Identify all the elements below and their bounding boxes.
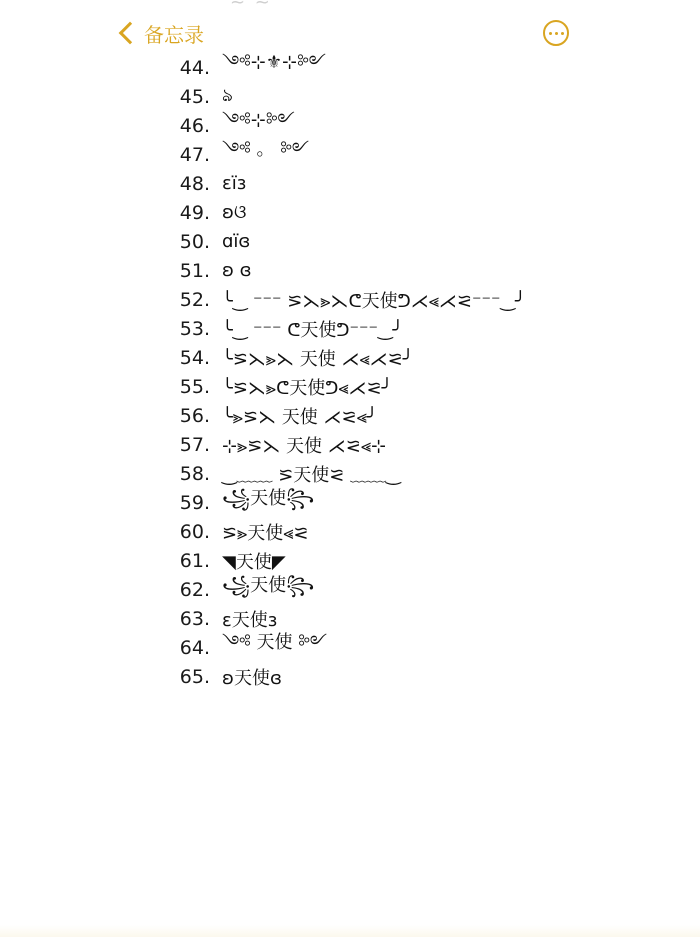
list-item [0,256,700,285]
item-text: ༺ 。 ༻ [222,138,310,160]
list-item [0,604,700,633]
list-item [0,285,700,314]
item-number: 61. [179,549,210,572]
list-item [0,314,700,343]
item-number: 62. [179,578,210,601]
more-circle-icon [549,32,552,35]
item-text: ╰⪞⋋⪢⋋ 天使 ⋌⪡⋌⪝╯ [222,348,414,370]
item-text: ╰‿ ⁻⁻⁻ ⪞⋋⪢⋋ᕦ天使ᕤ⋌⪡⋌⪝⁻⁻⁻‿╯ [222,290,526,312]
item-text: ʚଓ [222,202,247,223]
item-text: ʚ ɞ [222,260,252,281]
list-item [0,517,700,546]
list-item [0,488,700,517]
item-number: 53. [179,317,210,340]
note-body[interactable] [0,53,700,691]
item-text: ⪞⪢天使⪡⪝ [222,522,309,544]
item-text: ʚ天使ɞ [222,667,282,689]
item-number: 57. [179,433,210,456]
item-text: ꧁天使꧂ [222,488,315,509]
list-item [0,140,700,169]
item-number: 65. [179,665,210,688]
item-number: 44. [179,56,210,79]
item-number: 46. [179,114,210,137]
item-number: 56. [179,404,210,427]
item-text: ɑïɞ [222,231,251,252]
item-number: 45. [179,85,210,108]
bottom-edge [0,925,700,937]
item-number: 48. [179,172,210,195]
item-number: 50. [179,230,210,253]
item-text: ◥天使◤ [222,551,286,573]
item-text: ꧁天使꧂ [222,575,315,596]
list-item [0,633,700,662]
list-item [0,198,700,227]
item-text: ༺⊹༻ [222,109,295,131]
list-item [0,459,700,488]
more-options-button[interactable] [543,20,569,46]
list-item [0,430,700,459]
item-number: 52. [179,288,210,311]
list-item [0,662,700,691]
item-number: 51. [179,259,210,282]
list-item [0,401,700,430]
list-item [0,111,700,140]
item-text: ╰‿ ⁻⁻⁻ ᕦ天使ᕤ⁻⁻⁻‿╯ [222,319,404,341]
item-number: 54. [179,346,210,369]
item-number: 60. [179,520,210,543]
list-item [0,53,700,82]
item-number: 64. [179,636,210,659]
back-button[interactable] [116,18,204,48]
list-item [0,546,700,575]
navigation-bar [0,0,700,60]
item-text: ɛ天使ɜ [222,609,278,631]
list-item [0,227,700,256]
item-text: ɛïɜ [222,173,247,194]
list-item [0,169,700,198]
back-label: 备忘录 [144,22,204,47]
item-text: ⊹⪢⪞⋋ 天使 ⋌⪝⪡⊹ [222,435,387,457]
item-text: ╰⪢⪞⋋ 天使 ⋌⪝⪡╯ [222,406,378,428]
scrolled-text-fragment: ~ ~ [230,0,272,13]
chevron-left-icon [119,22,142,45]
item-number: 63. [179,607,210,630]
item-number: 47. [179,143,210,166]
item-text: ༺⊹⚜⊹༻ [222,51,326,73]
item-number: 49. [179,201,210,224]
item-text: ╰⪞⋋⪢ᕦ天使ᕤ⪡⋌⪝╯ [222,377,393,399]
list-item [0,82,700,111]
item-number: 55. [179,375,210,398]
item-number: 58. [179,462,210,485]
item-number: 59. [179,491,210,514]
item-text: ‿﹏﹏ ⪞天使⪝ ﹏﹏‿ [222,464,401,486]
item-text: ༺ 天使 ༻ [222,631,328,653]
list-item [0,575,700,604]
list-item [0,343,700,372]
item-text: ঌ [222,85,233,106]
list-item [0,372,700,401]
